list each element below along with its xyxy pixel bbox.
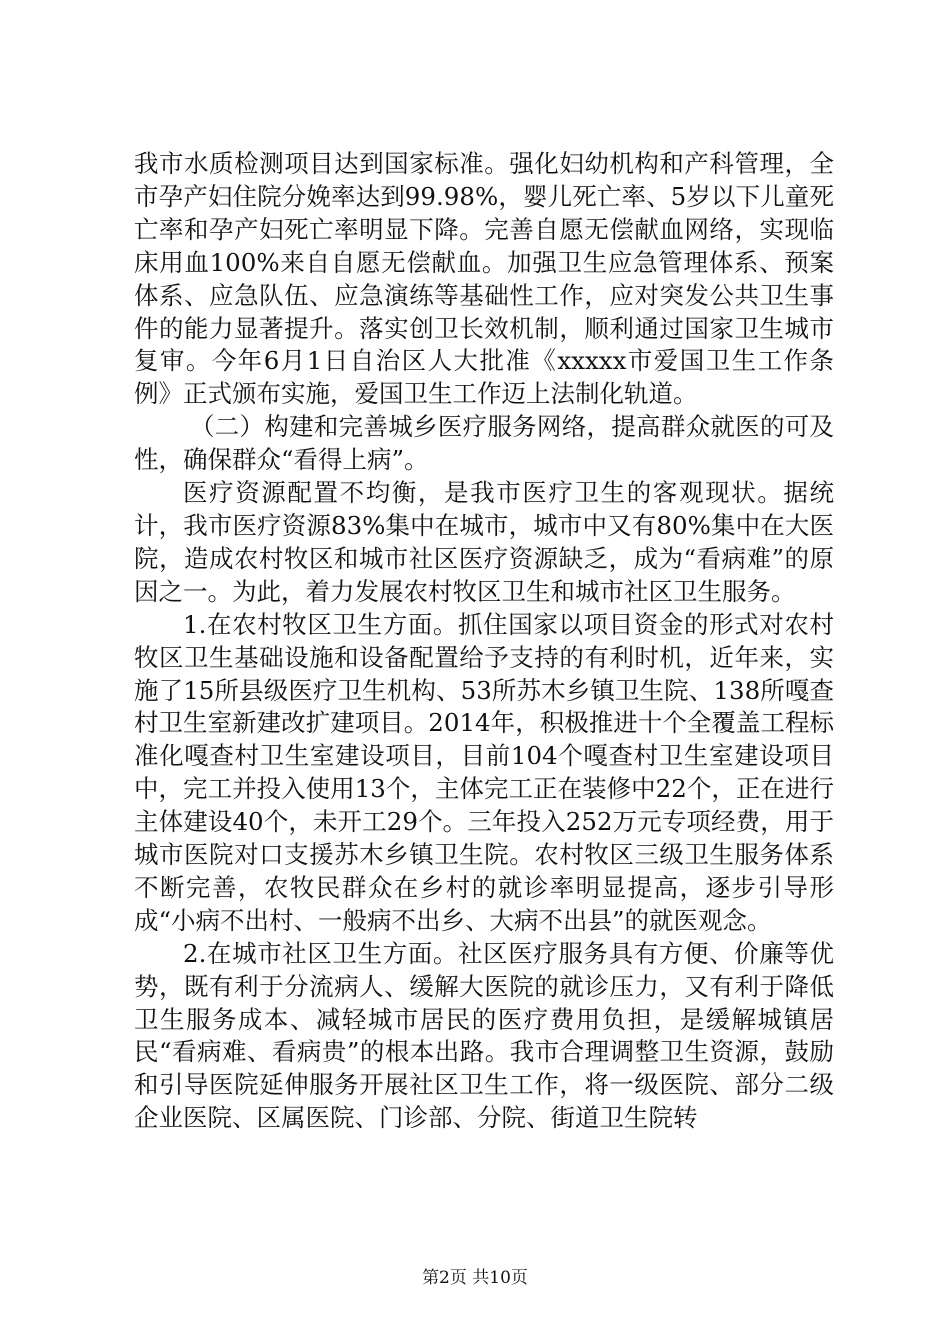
paragraph-resource-allocation: 医疗资源配置不均衡，是我市医疗卫生的客观现状。据统计，我市医疗资源83%集中在城市，城市中又有80%集中在大医院，造成农村牧区和城市社区医疗资源缺乏，成为“看病难”的原因之一。为此，着力发展农村牧区卫生和城市社区卫生服务。 — [134, 478, 834, 606]
document-body — [134, 148, 834, 1135]
paragraph-rural-health: 1.在农村牧区卫生方面。抓住国家以项目资金的形式对农村牧区卫生基础设施和设备配置给予支持的有利时机，近年来，实施了15所县级医疗卫生机构、53所苏木乡镇卫生院、138所嘎查村卫生室新建改扩建项目。2014年，积极推进十个全覆盖工程标准化嘎查村卫生室建设项目，目前104个嘎查村卫生室建设项目中，完工并投入使用13个，主体完工正在装修中22个，正在进行主体建设40个，未开工29个。三年投入252万元专项经费，用于城市医院对口支援苏木乡镇卫生院。农村牧区三级卫生服务体系不断完善，农牧民群众在乡村的就诊率明显提高，逐步引导形成“小病不出村、一般病不出乡、大病不出县”的就医观念。 — [134, 609, 834, 935]
paragraph-community-health: 2.在城市社区卫生方面。社区医疗服务具有方便、价廉等优势，既有利于分流病人、缓解大医院的就诊压力，又有利于降低卫生服务成本、减轻城市居民的医疗费用负担，是缓解城镇居民“看病难、看病贵”的根本出路。我市合理调整卫生资源，鼓励和引导医院延伸服务开展社区卫生工作，将一级医院、部分二级企业医院、区属医院、门诊部、分院、街道卫生院转 — [134, 938, 834, 1133]
section-heading-2: （二）构建和完善城乡医疗服务网络，提高群众就医的可及性，确保群众“看得上病”。 — [134, 412, 834, 475]
page-number-footer: 第2页 共10页 — [422, 1268, 528, 1288]
paragraph-water-quality: 我市水质检测项目达到国家标准。强化妇幼机构和产科管理，全市孕产妇住院分娩率达到99.98%，婴儿死亡率、5岁以下儿童死亡率和孕产妇死亡率明显下降。完善自愿无偿献血网络，实现临床用血100%来自自愿无偿献血。加强卫生应急管理体系、预案体系、应急队伍、应急演练等基础性工作，应对突发公共卫生事件的能力显著提升。落实创卫长效机制，顺利通过国家卫生城市复审。今年6月1日自治区人大批准《xxxxx市爱国卫生工作条例》正式颁布实施，爱国卫生工作迈上法制化轨道。 — [134, 149, 834, 409]
